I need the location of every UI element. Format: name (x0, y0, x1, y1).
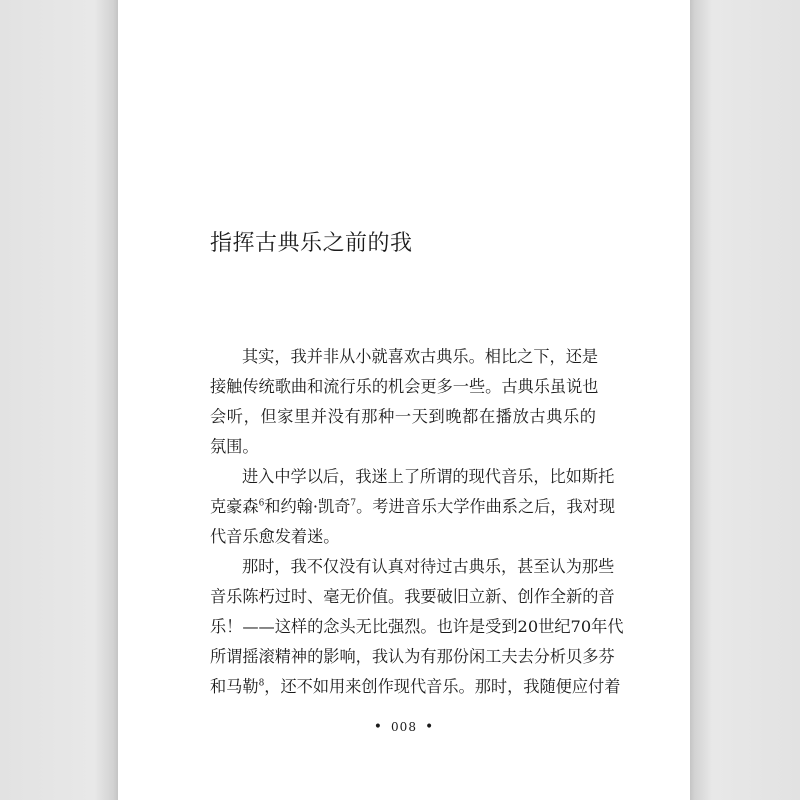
body-text (210, 342, 624, 702)
paragraph-1-line-1: 其实，我并非从小就喜欢古典乐。相比之下，还是 (242, 347, 599, 366)
left-page-edge (0, 0, 118, 800)
footnote-marker-7: 7 (350, 498, 357, 509)
right-page-edge (690, 0, 800, 800)
footer-dot-left: • (373, 719, 384, 735)
paragraph-3-line-2: 音乐陈朽过时、毫无价值。我要破旧立新、创作全新的音 (210, 587, 615, 606)
footnote-marker-6: 6 (258, 498, 265, 509)
paragraph-2-line-1: 进入中学以后，我迷上了所谓的现代音乐，比如斯托 (242, 467, 615, 486)
paragraph-2-line-3: 代音乐愈发着迷。 (210, 527, 340, 546)
paragraph-1-line-3: 会听，但家里并没有那种一天到晚都在播放古典乐的 (210, 407, 596, 426)
paragraph-3-line-5 (210, 672, 621, 702)
text-fragment: ，还不如用来创作现代音乐。那时，我随便应付着 (264, 677, 621, 696)
paragraph-1-line-2: 接触传统歌曲和流行乐的机会更多一些。古典乐虽说也 (210, 377, 599, 396)
paragraph-3-line-1: 那时，我不仅没有认真对待过古典乐，甚至认为那些 (242, 557, 615, 576)
footnote-marker-8: 8 (258, 678, 265, 689)
footer-dot-right: • (424, 719, 435, 735)
text-fragment: 。考进音乐大学作曲系之后，我对现 (356, 497, 616, 516)
book-page (118, 0, 690, 800)
paragraph-1-line-4: 氛围。 (210, 437, 259, 456)
paragraph-3-line-4: 所谓摇滚精神的影响，我认为有那份闲工夫去分析贝多芬 (210, 647, 615, 666)
paragraph-3-line-3: 乐！——这样的念头无比强烈。也许是受到20世纪70年代 (210, 617, 624, 636)
text-fragment: 和约翰·凯奇 (264, 497, 351, 516)
chapter-title: 指挥古典乐之前的我 (210, 231, 413, 256)
text-fragment: 克豪森 (210, 497, 259, 516)
page-footer (118, 719, 690, 735)
paragraph-2-line-2 (210, 492, 616, 522)
page-number: 008 (391, 720, 417, 734)
text-fragment: 和马勒 (210, 677, 259, 696)
